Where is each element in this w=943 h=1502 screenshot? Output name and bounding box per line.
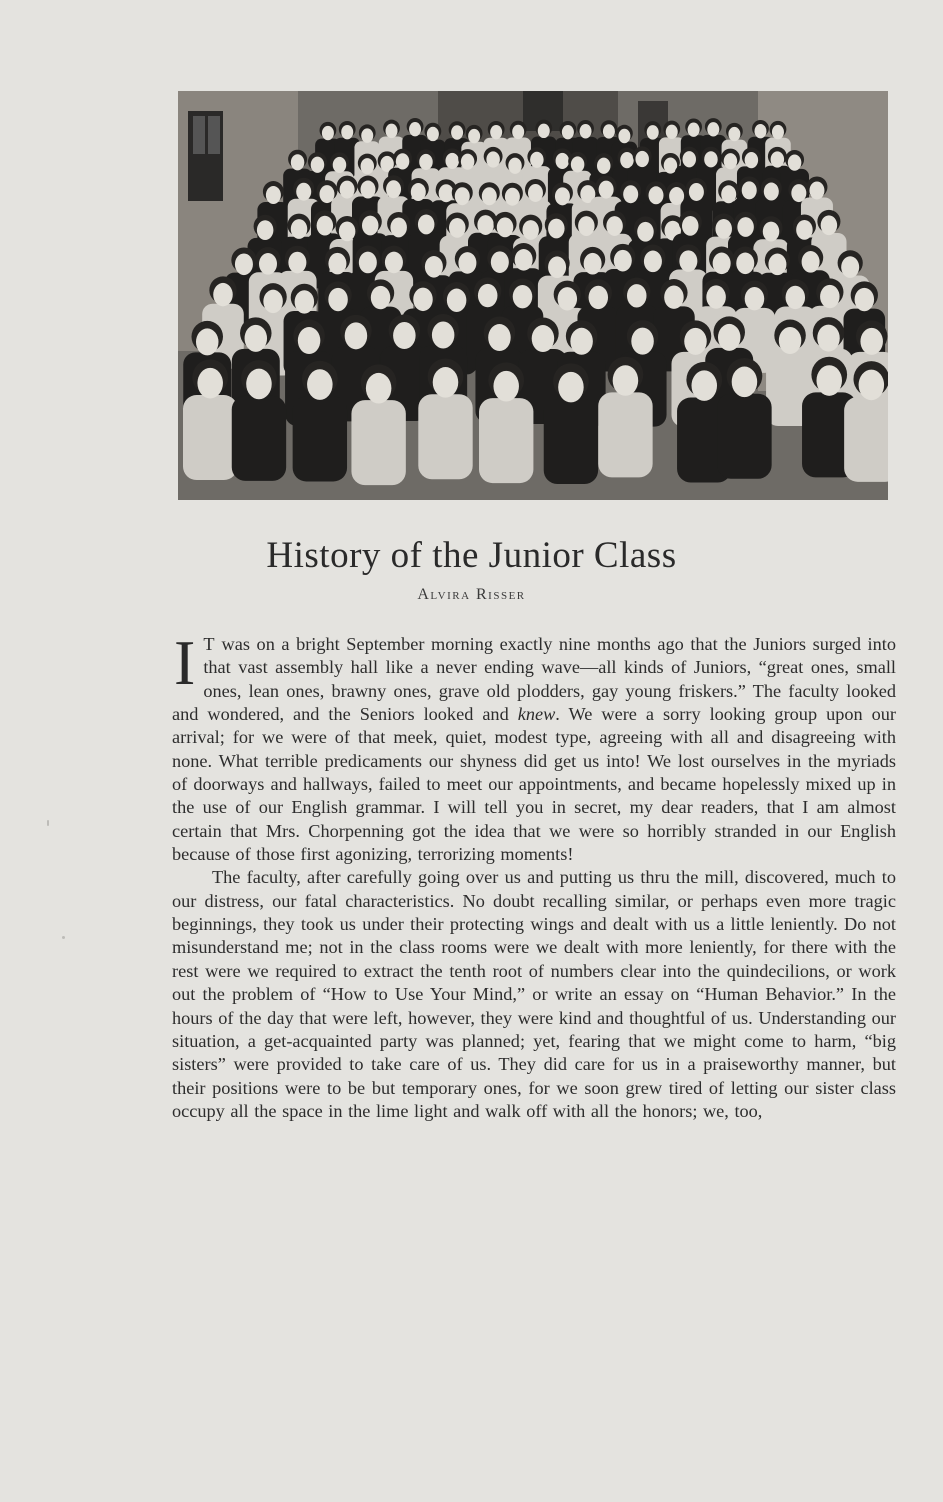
photo-figure-face (445, 153, 459, 169)
paper-speck (62, 936, 65, 939)
photo-figure-face (291, 154, 305, 170)
photo-figure-face (649, 186, 664, 204)
photo-figure-face (647, 125, 659, 139)
photo-figure-face (841, 256, 859, 278)
photo-figure-face (419, 154, 433, 170)
photo-figure-face (548, 219, 565, 239)
photo-figure-face (322, 126, 334, 140)
photo-figure-face (724, 153, 738, 169)
photo-figure-face (345, 322, 368, 349)
photo-figure-face (704, 151, 718, 167)
photo-figure-face (578, 216, 595, 236)
photo-figure-face (530, 152, 544, 168)
photo-figure-face (497, 217, 514, 237)
photo-figure-face (562, 125, 574, 139)
photo-figure-face (745, 152, 759, 168)
photo-figure-face (713, 253, 731, 275)
photo-figure-face (528, 184, 543, 202)
photo-figure-face (307, 369, 333, 400)
photo-figure-face (196, 328, 219, 355)
photo-figure-face (361, 158, 375, 174)
photo-figure-face (707, 122, 719, 136)
photo-figure-face (623, 185, 638, 203)
photo-figure-face (488, 324, 511, 351)
photo-figure-face (390, 218, 407, 238)
photo-figure-face (817, 325, 840, 352)
photo-figure-face (779, 327, 802, 354)
photo-figure-face (786, 286, 806, 309)
photo-figure-face (821, 215, 838, 235)
photo-figure-face (317, 216, 334, 236)
photo-figure-face (461, 154, 475, 170)
photo-figure-body (232, 396, 286, 481)
photo-figure-face (311, 157, 325, 173)
photo-figure-face (359, 252, 377, 274)
photo-figure-face (692, 370, 718, 401)
paragraph-2: The faculty, after carefully going over us and putting us thru the mill, discovered, much to our distress, our fatal characteristics. No doubt recalling similar, or perhaps even more tragic beginnings, they took us under their protecting wings and dealt with us a little leniently. Do not misunderstand me; not in the class rooms were we dealt with more leniently, for there with the rest were we required to extract the tenth root of numbers clear into the quindecilions, or work out the problem of “How to Use Your Mind,” or write an essay on “Human Behavior.” In the hours of the day that were left, however, they were kind and thoughtful of us. Understanding our situation, a get-acquainted party was planned; yet, fearing that we might come to harm, “big sisters” were provided to take care of us. They did care for us in a praiseworthy manner, but their positions were to be but temporary ones, for we soon grew tired of letting our sister class occupy all the space in the lime light and walk off with all the honors; we, too, (172, 867, 896, 1121)
photo-figure-face (736, 252, 754, 274)
drop-cap-lead: T (203, 634, 215, 654)
photo-figure-face (688, 122, 700, 136)
photo-figure-face (689, 183, 704, 201)
photo-figure-face (763, 222, 780, 242)
photo-figure-face (859, 370, 885, 401)
photo-figure-face (614, 250, 632, 272)
photo-figure-face (490, 125, 502, 139)
photo-figure-face (627, 284, 647, 307)
photo-figure-face (570, 328, 593, 355)
photo-figure-face (809, 181, 824, 199)
photo-figure-body (293, 396, 347, 481)
photo-figure-face (491, 251, 509, 273)
photo-figure-face (816, 365, 842, 396)
photo-figure-face (631, 328, 654, 355)
photo-figure-face (340, 181, 355, 199)
photo-figure-face (721, 185, 736, 203)
photo-figure-face (742, 181, 757, 199)
photo-figure-face (409, 122, 421, 136)
photo-figure-face (245, 325, 268, 352)
photo-figure-face (447, 289, 467, 312)
photo-figure-face (328, 253, 346, 275)
paragraph-1-text-b: . We were a sorry looking group upon our arrival; for we were of that meek, quiet, modest type, agreeing with all and disagreeing with none. What terrible predicaments our shyness did get us into! We lost ourselves in the myriads of doorways and hallways, failed to meet our appointments, and became hopelessly mixed up in the use of our English grammar. I will tell you in secret, my dear readers, that I am almost certain that Mrs. Chorpenning got the idea that we were so horribly stranded in our English because of those first agonizing, terrorizing moments! (172, 704, 897, 865)
photo-figure-face (333, 157, 347, 173)
photo-figure-face (768, 254, 786, 276)
photo-figure-face (486, 151, 500, 167)
photo-figure-face (197, 368, 223, 399)
photo-figure-face (664, 286, 684, 309)
photo-figure-face (679, 250, 697, 272)
photo-figure-face (339, 221, 356, 241)
photo-figure-face (538, 124, 550, 138)
photo-figure-face (371, 286, 391, 309)
photo-figure-face (288, 252, 306, 274)
photo-figure-face (386, 180, 401, 198)
photo-figure-face (386, 124, 398, 138)
photo-figure-face (732, 367, 758, 398)
photo-figure-face (246, 369, 272, 400)
photo-figure-face (512, 125, 524, 139)
photo-figure-face (706, 285, 726, 308)
photo-figure-face (508, 158, 522, 174)
photo-figure-face (718, 324, 741, 351)
photo-figure-face (298, 327, 321, 354)
photo-figure-body (598, 392, 652, 477)
photo-figure-face (555, 187, 570, 205)
class-group-photo (178, 91, 888, 500)
article-author: Alvira Risser (417, 586, 526, 603)
photo-figure-body (351, 400, 405, 485)
photo-figure-face (396, 153, 410, 169)
photo-figure-face (860, 328, 883, 355)
photo-figure-face (362, 216, 379, 236)
photo-figure-face (515, 249, 533, 271)
photo-figure-face (618, 129, 630, 143)
photo-figure-body (183, 395, 237, 480)
photo-figure-body (544, 399, 598, 484)
photo-figure-face (266, 186, 281, 204)
photo-figure-face (788, 155, 802, 171)
drop-cap: I (174, 627, 196, 698)
paragraph-1 (172, 627, 897, 866)
photo-figure-face (620, 152, 634, 168)
photo-figure-face (213, 283, 233, 306)
article-title: History of the Junior Class (266, 535, 677, 576)
photo-figure-face (418, 215, 435, 235)
photo-figure-face (455, 187, 470, 205)
photo-figure-face (613, 365, 639, 396)
photo-figure-face (556, 153, 570, 169)
photo-figure-face (482, 187, 497, 205)
photo-figure-face (319, 185, 334, 203)
photo-figure-face (644, 251, 662, 273)
photo-figure-face (737, 217, 754, 237)
photo-figure-face (635, 151, 649, 167)
photo-figure-face (458, 252, 476, 274)
photo-figure-body (418, 394, 472, 479)
photo-figure-face (772, 125, 784, 139)
paper-speck (47, 820, 49, 826)
photo-figure-body (479, 398, 533, 483)
photo-figure-face (439, 184, 454, 202)
photo-figure-face (754, 124, 766, 138)
photo-figure-body (844, 397, 888, 482)
photo-figure-face (580, 124, 592, 138)
photo-figure-face (599, 181, 614, 199)
photo-figure-face (558, 287, 578, 310)
photo-figure-face (259, 253, 277, 275)
paragraph-1-text-a: was on a bright September morning exactly nine months ago that the Juniors surged into that vast assembly hall like a never ending wave—all kinds of Juniors, “great ones, small ones, lean ones, brawny ones, grave old plodders, gay young friskers.” The faculty looked and wondered, and the Seniors looked and (172, 634, 896, 725)
photo-figure-face (385, 252, 403, 274)
photo-figure-face (432, 322, 455, 349)
photo-figure-face (291, 219, 308, 239)
photo-figure-face (513, 285, 533, 308)
photo-figure-face (571, 156, 585, 172)
photo-figure-face (820, 285, 840, 308)
photo-figure-face (478, 284, 498, 307)
photo-figure-face (361, 128, 373, 142)
photo-figure-face (468, 129, 480, 143)
photo-figure-face (477, 215, 494, 235)
photo-figure-face (522, 220, 539, 240)
photo-figure-face (532, 325, 555, 352)
photo-figure-face (427, 127, 439, 141)
photo-figure-face (493, 371, 519, 402)
photo-figure-face (855, 288, 875, 311)
photo-figure-face (683, 151, 697, 167)
photo-figure-face (606, 216, 623, 236)
photo-figure-face (505, 188, 520, 206)
photo-figure-face (425, 256, 443, 278)
photo-figure-face (796, 220, 813, 240)
photo-figure-face (584, 253, 602, 275)
photo-figure-face (433, 367, 459, 398)
photo-figure-face (603, 124, 615, 138)
photo-figure-face (764, 183, 779, 201)
photo-figure-face (637, 222, 654, 242)
photo-figure-face (413, 288, 433, 311)
photo-figure-face (360, 181, 375, 199)
photo-figure-face (589, 286, 609, 309)
photo-figure-face (411, 183, 426, 201)
photo-figure-face (745, 287, 765, 310)
photo-figure-face (802, 251, 820, 273)
photo-figure-face (341, 125, 353, 139)
photo-figure-face (257, 220, 274, 240)
photo-figure-face (684, 328, 707, 355)
class-group-photo-image (178, 91, 888, 500)
photo-figure-face (449, 218, 466, 238)
photo-figure-face (558, 372, 584, 403)
photo-figure-face (295, 290, 315, 313)
photo-figure-face (296, 183, 311, 201)
photo-figure-face (715, 219, 732, 239)
article-body (172, 627, 897, 1123)
photo-figure-face (263, 290, 283, 313)
photo-figure-face (366, 373, 392, 404)
photo-figure-face (597, 158, 611, 174)
photo-figure-face (393, 322, 416, 349)
photo-figure-face (451, 125, 463, 139)
photo-figure-face (328, 288, 348, 311)
photo-figure-face (682, 216, 699, 236)
photo-figure-face (548, 256, 566, 278)
paragraph-1-emphasis: knew (517, 704, 556, 725)
photo-figure-body (717, 394, 771, 479)
photo-figure-face (771, 151, 785, 167)
photo-figure-face (666, 125, 678, 139)
photo-figure-face (235, 253, 253, 275)
photo-figure-face (728, 127, 740, 141)
